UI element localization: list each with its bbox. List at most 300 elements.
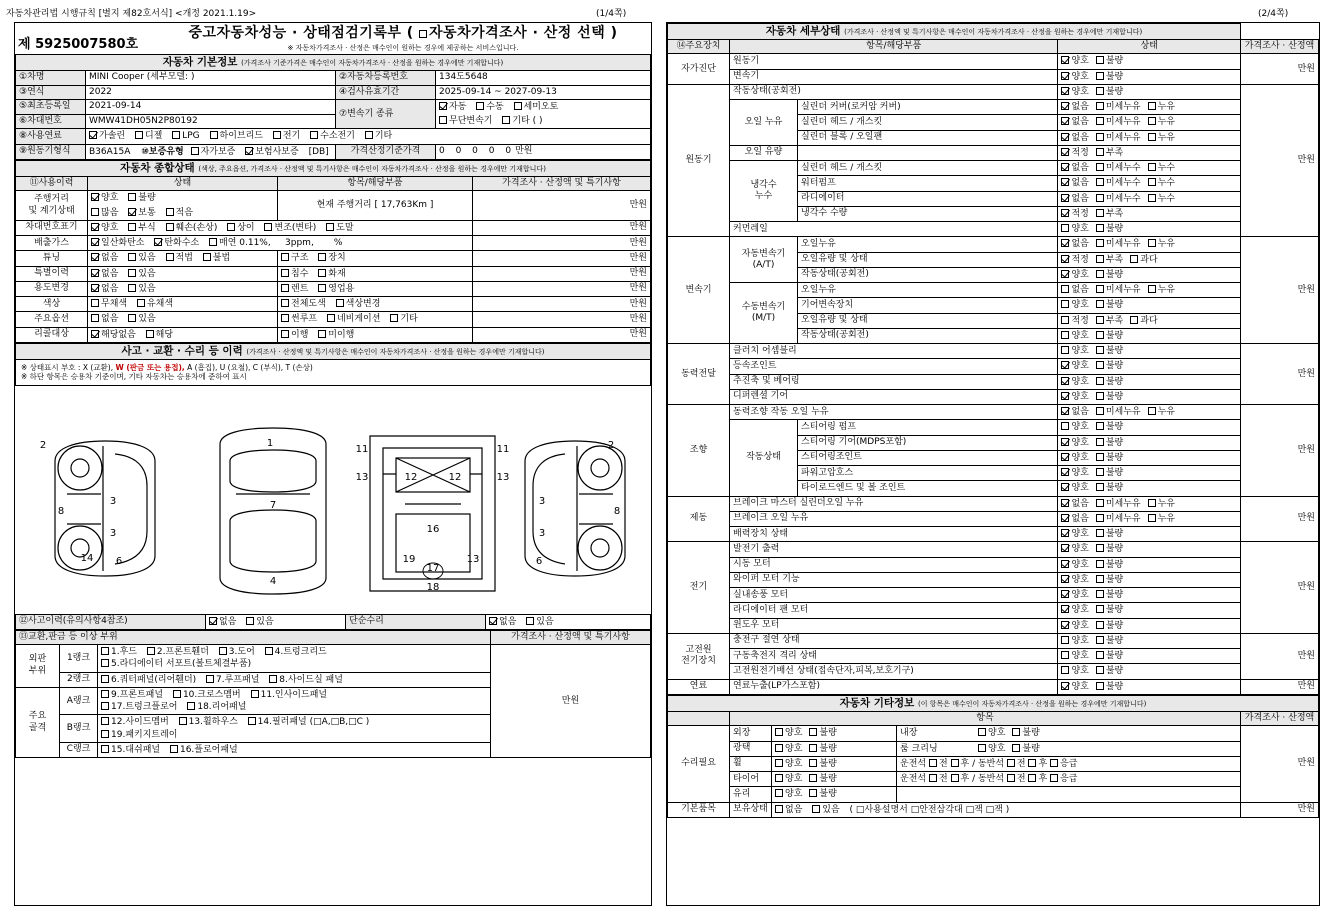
blower-bad-checkbox[interactable] — [1096, 590, 1104, 598]
clutch-good-checkbox[interactable] — [1061, 346, 1069, 354]
svg-text:12: 12 — [404, 471, 418, 483]
window-motor-good-checkbox[interactable] — [1061, 621, 1069, 629]
head-gasket-coolant-none-checkbox[interactable] — [1061, 163, 1069, 171]
value-transmission-row1: 자동 수동 세미오토 — [436, 99, 651, 114]
wheel-good-checkbox[interactable] — [775, 759, 783, 767]
trans-semiauto-checkbox[interactable] — [514, 102, 522, 110]
value-engine-type: B36A15A ⑩보증유형 자가보증 보험사보증 [DB] — [86, 144, 336, 159]
propeller-shaft-bad-checkbox[interactable] — [1096, 377, 1104, 385]
clutch-bad-checkbox[interactable] — [1096, 346, 1104, 354]
detail-row-propeller-shaft: 추진축 및 베어링 양호 불량 — [668, 374, 1319, 389]
at-oil-leak-none-checkbox[interactable] — [1061, 239, 1069, 247]
steering-gear-good-checkbox[interactable] — [1061, 438, 1069, 446]
wheel-pass-rear-checkbox[interactable] — [1028, 759, 1036, 767]
fuel-hybrid-checkbox[interactable] — [210, 131, 218, 139]
mt-oil-level-low-checkbox[interactable] — [1096, 316, 1104, 324]
detail-state-table — [667, 23, 1319, 695]
vin-damage-checkbox[interactable] — [166, 223, 174, 231]
row-vin-mark: 차대번호표기 양호 부식 훼손(손상) 상이 변조(변타) 도말 만원 — [16, 220, 651, 235]
detail-row-oil-leak-3: 실린더 블록 / 오일팬 없음 미세누유 누유 — [668, 130, 1319, 145]
mileage-bad-checkbox[interactable] — [128, 193, 136, 201]
accident-title: 사고 · 교환 · 수리 등 이력 (가격조사 · 산정액 및 특기사항은 매수인이 자동차가격조사 · 산정을 원하는 경우에만 기재합니다) — [16, 343, 651, 359]
fuel-lpg-checkbox[interactable] — [172, 131, 180, 139]
fuel-leak-good-checkbox[interactable] — [1061, 682, 1069, 690]
special-none-checkbox[interactable] — [91, 269, 99, 277]
usage-yes-checkbox[interactable] — [128, 284, 136, 292]
fuel-electric-checkbox[interactable] — [273, 131, 281, 139]
radiator-fan-good-checkbox[interactable] — [1061, 605, 1069, 613]
value-inspection: 2025-09-14 ~ 2027-09-13 — [436, 85, 651, 99]
svg-text:13: 13 — [466, 553, 480, 565]
label-main-frame: 주요 골격 — [16, 687, 60, 757]
group-transmission: 변속기 — [668, 237, 730, 344]
part-door-checkbox[interactable] — [219, 647, 227, 655]
tire-driver-rear-checkbox[interactable] — [951, 774, 959, 782]
oil-level-low-checkbox[interactable] — [1096, 148, 1104, 156]
cv-joint-bad-checkbox[interactable] — [1096, 361, 1104, 369]
wheel-pass-front-checkbox[interactable] — [1007, 759, 1015, 767]
drive-battery-good-checkbox[interactable] — [1061, 651, 1069, 659]
item-cv-joint: 등속조인트 — [730, 359, 1058, 374]
detail-row-at-1: 변속기 자동변속기 (A/T) 오일누유 없음 미세누유 누유 만원 — [668, 237, 1319, 252]
part-hood-checkbox[interactable] — [101, 647, 109, 655]
part-side-sill-checkbox[interactable] — [269, 675, 277, 683]
emission-co-checkbox[interactable] — [91, 238, 99, 246]
common-rail-good-checkbox[interactable] — [1061, 224, 1069, 232]
head-gasket-oil-none-checkbox[interactable] — [1061, 117, 1069, 125]
mt-oil-leak-none-checkbox[interactable] — [1061, 285, 1069, 293]
detail-row-oil-leak-1: 오일 누유 실린더 커버(로커암 커버) 없음 미세누유 누유 — [668, 100, 1319, 115]
rank-c: C랭크 — [60, 742, 98, 757]
head-gasket-oil-leak-checkbox[interactable] — [1148, 117, 1156, 125]
header-left-note: 자동차관리법 시행규칙 [별지 제82호서식] <개정 2021.1.19> — [6, 9, 257, 19]
tire-good-checkbox[interactable] — [775, 774, 783, 782]
recall-yes-checkbox[interactable] — [146, 330, 154, 338]
brake-oil-leak-checkbox[interactable] — [1148, 514, 1156, 522]
steering-joint-good-checkbox[interactable] — [1061, 453, 1069, 461]
part-inside-panel-checkbox[interactable] — [251, 690, 259, 698]
possession-none-checkbox[interactable] — [775, 805, 783, 813]
row-tuning: 튜닝 없음 있음 적법 불법 구조 장치 만원 — [16, 251, 651, 266]
charge-port-bad-checkbox[interactable] — [1096, 636, 1104, 644]
label-accident-history: ⑫사고이력(유의사항4참조) — [16, 614, 206, 629]
usage-none-checkbox[interactable] — [91, 284, 99, 292]
tire-bad-checkbox[interactable] — [809, 774, 817, 782]
fuel-other-checkbox[interactable] — [365, 131, 373, 139]
rocker-cover-leak-checkbox[interactable] — [1148, 102, 1156, 110]
radiator-fan-bad-checkbox[interactable] — [1096, 605, 1104, 613]
exterior-good-checkbox[interactable] — [775, 728, 783, 736]
at-oil-leak-leak-checkbox[interactable] — [1148, 239, 1156, 247]
tuning-structure-checkbox[interactable] — [281, 253, 289, 261]
part-wheel-house-checkbox[interactable] — [179, 717, 187, 725]
steering-pump-bad-checkbox[interactable] — [1096, 422, 1104, 430]
value-year: 2022 — [86, 85, 336, 99]
label-transmission: ⑦변속기 종류 — [336, 99, 436, 129]
steering-gear-bad-checkbox[interactable] — [1096, 438, 1104, 446]
rocker-cover-none-checkbox[interactable] — [1061, 102, 1069, 110]
item-wiper-motor: 와이퍼 모터 기능 — [730, 572, 1058, 587]
vin-altered-checkbox[interactable] — [264, 223, 272, 231]
mt-idle-bad-checkbox[interactable] — [1096, 331, 1104, 339]
item-oil-level — [798, 145, 1058, 160]
rocker-cover-minor-checkbox[interactable] — [1096, 102, 1104, 110]
glass-bad-checkbox[interactable] — [809, 789, 817, 797]
detail-row-selfdiag-engine: 자가진단 원동기 양호 불량 만원 — [668, 54, 1319, 69]
fuel-hydrogen-checkbox[interactable] — [310, 131, 318, 139]
item-head-gasket-oil: 실린더 헤드 / 개스킷 — [798, 115, 1058, 130]
mileage-good-checkbox[interactable] — [91, 193, 99, 201]
emission-smoke-checkbox[interactable] — [209, 238, 217, 246]
label-inspection: ④검사유효기간 — [336, 85, 436, 99]
wheel-spare-checkbox[interactable] — [1050, 759, 1058, 767]
item-mt-idle: 작동상태(공회전) — [798, 328, 1058, 343]
rank-1: 1랭크 — [60, 645, 98, 673]
polish-bad-checkbox[interactable] — [809, 744, 817, 752]
hv-wiring-good-checkbox[interactable] — [1061, 666, 1069, 674]
tuning-legal-checkbox[interactable] — [166, 253, 174, 261]
option-other-checkbox[interactable] — [390, 314, 398, 322]
power-hose-good-checkbox[interactable] — [1061, 468, 1069, 476]
at-idle-good-checkbox[interactable] — [1061, 270, 1069, 278]
usage-business-checkbox[interactable] — [318, 284, 326, 292]
propeller-shaft-good-checkbox[interactable] — [1061, 377, 1069, 385]
tire-driver-front-checkbox[interactable] — [929, 774, 937, 782]
glass-extra — [897, 787, 1241, 802]
simple-repair-yes-checkbox[interactable] — [526, 617, 534, 625]
col-main-device: ⑭주요장치 — [668, 40, 730, 54]
common-rail-bad-checkbox[interactable] — [1096, 224, 1104, 232]
mileage-price: 만원 — [473, 191, 651, 221]
trans-auto-checkbox[interactable] — [439, 102, 447, 110]
tire-pass-front-checkbox[interactable] — [1007, 774, 1015, 782]
svg-text:1: 1 — [266, 437, 274, 449]
exterior-bad-checkbox[interactable] — [809, 728, 817, 736]
col-detail-price: 가격조사 · 산정액 — [1241, 40, 1319, 54]
row-emission: 배출가스 일산화탄소 탄화수소 매연 0.11%, 3ppm, % 만원 — [16, 236, 651, 251]
etc-row-tire: 타이어 양호 불량 운전석 전 후 / 동반석 전 후 응급 — [668, 772, 1319, 787]
vin-different-checkbox[interactable] — [227, 223, 235, 231]
item-charge-port-insulation: 충전구 절연 상태 — [730, 633, 1058, 648]
selfdiag-trans-good-checkbox[interactable] — [1061, 72, 1069, 80]
detail-row-coolant-2: 워터펌프 없음 미세누수 누수 — [668, 176, 1319, 191]
svg-text:6: 6 — [535, 555, 543, 567]
steering-pump-good-checkbox[interactable] — [1061, 422, 1069, 430]
svg-text:16: 16 — [426, 523, 440, 535]
price-survey-checkbox[interactable] — [419, 30, 427, 38]
ps-oil-minor-checkbox[interactable] — [1096, 407, 1104, 415]
mileage-value: 현재 주행거리 [ 17,763Km ] — [278, 191, 473, 221]
warranty-self-checkbox[interactable] — [191, 147, 199, 155]
detail-row-oil-leak-2: 실린더 헤드 / 개스킷 없음 미세누유 누유 — [668, 115, 1319, 130]
brake-master-leak-checkbox[interactable] — [1148, 499, 1156, 507]
part-roof-panel-checkbox[interactable] — [206, 675, 214, 683]
vin-painted-checkbox[interactable] — [326, 223, 334, 231]
wheel-positions: 운전석 전 후 / 동반석 전 후 응급 — [897, 756, 1241, 771]
svg-text:3: 3 — [109, 527, 117, 539]
color-achromatic-checkbox[interactable] — [91, 299, 99, 307]
trans-cvt-checkbox[interactable] — [439, 116, 447, 124]
cv-joint-good-checkbox[interactable] — [1061, 361, 1069, 369]
svg-text:19: 19 — [402, 553, 416, 565]
water-pump-none-checkbox[interactable] — [1061, 178, 1069, 186]
item-exterior: 외장 — [730, 726, 772, 741]
fuel-gasoline-checkbox[interactable] — [89, 131, 97, 139]
block-oilpan-minor-checkbox[interactable] — [1096, 133, 1104, 141]
part-front-panel-checkbox[interactable] — [101, 690, 109, 698]
mt-gear-bad-checkbox[interactable] — [1096, 300, 1104, 308]
head-gasket-coolant-leak-checkbox[interactable] — [1148, 163, 1156, 171]
special-fire-checkbox[interactable] — [318, 269, 326, 277]
item-fuel-leak: 연료누출(LP가스포함) — [730, 679, 1058, 694]
brake-oil-minor-checkbox[interactable] — [1096, 514, 1104, 522]
mt-idle-good-checkbox[interactable] — [1061, 331, 1069, 339]
item-brake-oil-leak: 브레이크 오일 누유 — [730, 511, 1058, 526]
detail-row-steering-gear: 스티어링 기어(MDPS포함) 양호 불량 — [668, 435, 1319, 450]
special-flood-checkbox[interactable] — [281, 269, 289, 277]
water-pump-leak-checkbox[interactable] — [1148, 178, 1156, 186]
tie-rod-good-checkbox[interactable] — [1061, 483, 1069, 491]
recall-notdone-checkbox[interactable] — [318, 330, 326, 338]
detail-row-blower: 실내송풍 모터 양호 불량 — [668, 588, 1319, 603]
part-trunk-lid-checkbox[interactable] — [265, 647, 273, 655]
special-yes-checkbox[interactable] — [128, 269, 136, 277]
power-hose-bad-checkbox[interactable] — [1096, 468, 1104, 476]
coolant-level-ok-checkbox[interactable] — [1061, 209, 1069, 217]
outer-rank1-items: 1.후드 2.프론트휀더 3.도어 4.트렁크리드 5.라디에이터 서포트(볼트체결부품) — [98, 645, 491, 673]
emission-hc-checkbox[interactable] — [154, 238, 162, 246]
oil-level-ok-checkbox[interactable] — [1061, 148, 1069, 156]
mt-oil-level-over-checkbox[interactable] — [1130, 316, 1138, 324]
selfdiag-engine-bad-checkbox[interactable] — [1096, 56, 1104, 64]
brake-oil-none-checkbox[interactable] — [1061, 514, 1069, 522]
group-power-transfer: 동력전달 — [668, 344, 730, 405]
fuel-leak-bad-checkbox[interactable] — [1096, 682, 1104, 690]
part-side-member-checkbox[interactable] — [101, 717, 109, 725]
tuning-none-checkbox[interactable] — [91, 253, 99, 261]
at-oil-level-low-checkbox[interactable] — [1096, 255, 1104, 263]
trans-other-checkbox[interactable] — [502, 116, 510, 124]
coolant-level-low-checkbox[interactable] — [1096, 209, 1104, 217]
tie-rod-bad-checkbox[interactable] — [1096, 483, 1104, 491]
possession-yes-checkbox[interactable] — [812, 805, 820, 813]
at-oil-leak-minor-checkbox[interactable] — [1096, 239, 1104, 247]
vin-corrosion-checkbox[interactable] — [128, 223, 136, 231]
part-rear-panel-checkbox[interactable] — [187, 702, 195, 710]
detail-row-cv-joint: 등속조인트 양호 불량 — [668, 359, 1319, 374]
starter-bad-checkbox[interactable] — [1096, 560, 1104, 568]
possession-options: 없음 있음 ( □사용설명서 □안전삼각대 □잭 □잭 ) — [772, 802, 1241, 817]
radiator-leak-checkbox[interactable] — [1148, 194, 1156, 202]
value-simple-repair: 없음 있음 — [486, 614, 651, 629]
differential-bad-checkbox[interactable] — [1096, 392, 1104, 400]
at-oil-level-over-checkbox[interactable] — [1130, 255, 1138, 263]
option-sunroof-checkbox[interactable] — [281, 314, 289, 322]
part-trunk-floor-checkbox[interactable] — [101, 702, 109, 710]
drive-battery-bad-checkbox[interactable] — [1096, 651, 1104, 659]
part-radiator-support-checkbox[interactable] — [101, 659, 109, 667]
tuning-yes-checkbox[interactable] — [128, 253, 136, 261]
mt-oil-leak-minor-checkbox[interactable] — [1096, 285, 1104, 293]
part-cross-member-checkbox[interactable] — [173, 690, 181, 698]
detail-row-selfdiag-trans: 변속기 양호 불량 — [668, 69, 1319, 84]
room-cleaning-good-checkbox[interactable] — [978, 744, 986, 752]
svg-text:13: 13 — [496, 471, 510, 483]
col-price: 가격조사 · 산정액 및 특기사항 — [473, 177, 651, 191]
option-nav-checkbox[interactable] — [327, 314, 335, 322]
value-fuel: 가솔린 디젤 LPG 하이브리드 전기 수소전기 기타 — [86, 129, 651, 144]
warranty-insurance-checkbox[interactable] — [245, 147, 253, 155]
basic-info-table — [15, 54, 651, 160]
etc-row-basic-items — [668, 802, 1319, 817]
at-oil-level-ok-checkbox[interactable] — [1061, 255, 1069, 263]
item-common-rail: 커먼레일 — [730, 222, 1058, 237]
svg-text:14: 14 — [80, 552, 94, 564]
tuning-device-checkbox[interactable] — [318, 253, 326, 261]
wiper-good-checkbox[interactable] — [1061, 575, 1069, 583]
booster-good-checkbox[interactable] — [1061, 529, 1069, 537]
steering-joint-bad-checkbox[interactable] — [1096, 453, 1104, 461]
ps-oil-leak-checkbox[interactable] — [1148, 407, 1156, 415]
head-gasket-oil-minor-checkbox[interactable] — [1096, 117, 1104, 125]
tuning-illegal-checkbox[interactable] — [203, 253, 211, 261]
selfdiag-trans-bad-checkbox[interactable] — [1096, 72, 1104, 80]
item-clutch-assembly: 클러치 어셈블리 — [730, 344, 1058, 359]
selfdiag-engine-good-checkbox[interactable] — [1061, 56, 1069, 64]
value-transmission-row2: 무단변속기 기타 ( ) — [436, 114, 651, 129]
item-at-idle: 작동상태(공회전) — [798, 267, 1058, 282]
item-rocker-cover: 실린더 커버(로커암 커버) — [798, 100, 1058, 115]
etc-col-price: 가격조사 · 산정액 — [1241, 712, 1319, 726]
etc-col-blank — [668, 712, 730, 726]
label-simple-repair: 단순수리 — [346, 614, 486, 629]
interior-bad-checkbox[interactable] — [1012, 728, 1020, 736]
polish-good-checkbox[interactable] — [775, 744, 783, 752]
color-chromatic-checkbox[interactable] — [137, 299, 145, 307]
accident-yes-checkbox[interactable] — [246, 617, 254, 625]
wheel-bad-checkbox[interactable] — [809, 759, 817, 767]
mt-oil-level-ok-checkbox[interactable] — [1061, 316, 1069, 324]
group-steering: 조향 — [668, 405, 730, 497]
detail-row-steering-oil: 조향 동력조향 작동 오일 누유 없음 미세누유 누유 만원 — [668, 405, 1319, 420]
room-cleaning-bad-checkbox[interactable] — [1012, 744, 1020, 752]
part-package-tray-checkbox[interactable] — [101, 730, 109, 738]
water-pump-minor-checkbox[interactable] — [1096, 178, 1104, 186]
radiator-none-checkbox[interactable] — [1061, 194, 1069, 202]
part-pillar-panel-checkbox[interactable] — [248, 717, 256, 725]
item-glass: 유리 — [730, 787, 772, 802]
at-idle-bad-checkbox[interactable] — [1096, 270, 1104, 278]
price-power-transfer: 만원 — [1241, 344, 1319, 405]
glass-good-checkbox[interactable] — [775, 789, 783, 797]
part-front-fender-checkbox[interactable] — [147, 647, 155, 655]
item-window-motor: 윈도우 모터 — [730, 618, 1058, 633]
svg-text:12: 12 — [448, 471, 462, 483]
part-floor-panel-checkbox[interactable] — [170, 745, 178, 753]
trans-manual-checkbox[interactable] — [476, 102, 484, 110]
tire-pass-rear-checkbox[interactable] — [1028, 774, 1036, 782]
charge-port-good-checkbox[interactable] — [1061, 636, 1069, 644]
brake-master-minor-checkbox[interactable] — [1096, 499, 1104, 507]
item-propeller-shaft: 추진축 및 베어링 — [730, 374, 1058, 389]
option-yes-checkbox[interactable] — [128, 314, 136, 322]
svg-text:8: 8 — [57, 505, 65, 517]
mileage-many-checkbox[interactable] — [91, 208, 99, 216]
accident-none-checkbox[interactable] — [209, 617, 217, 625]
detail-row-coolant-3: 라디에이터 없음 미세누수 누수 — [668, 191, 1319, 206]
radiator-minor-checkbox[interactable] — [1096, 194, 1104, 202]
part-dash-panel-checkbox[interactable] — [101, 745, 109, 753]
price-brake: 만원 — [1241, 496, 1319, 542]
wiper-bad-checkbox[interactable] — [1096, 575, 1104, 583]
head-gasket-coolant-minor-checkbox[interactable] — [1096, 163, 1104, 171]
usage-rent-checkbox[interactable] — [281, 284, 289, 292]
interior-good-checkbox[interactable] — [978, 728, 986, 736]
svg-text:8: 8 — [613, 505, 621, 517]
item-mt-oil-leak: 오일누유 — [798, 283, 1058, 298]
starter-good-checkbox[interactable] — [1061, 560, 1069, 568]
label-year: ③연식 — [16, 85, 86, 99]
booster-bad-checkbox[interactable] — [1096, 529, 1104, 537]
ps-oil-none-checkbox[interactable] — [1061, 407, 1069, 415]
rank-2: 2랭크 — [60, 672, 98, 687]
vin-good-checkbox[interactable] — [91, 223, 99, 231]
part-quarter-panel-checkbox[interactable] — [101, 675, 109, 683]
item-polish: 광택 — [730, 741, 772, 756]
window-motor-bad-checkbox[interactable] — [1096, 621, 1104, 629]
document-title-note: ※ 자동차가격조사 · 산정은 매수인이 원하는 경우에 제공하는 서비스입니다. — [287, 44, 519, 52]
detail-row-tie-rod: 타이로드엔드 및 볼 조인트 양호 불량 — [668, 481, 1319, 496]
recall-done-checkbox[interactable] — [281, 330, 289, 338]
row-outer-1 — [16, 645, 651, 673]
mt-oil-leak-leak-checkbox[interactable] — [1148, 285, 1156, 293]
engine-idle-bad-checkbox[interactable] — [1096, 87, 1104, 95]
alternator-bad-checkbox[interactable] — [1096, 544, 1104, 552]
block-oilpan-none-checkbox[interactable] — [1061, 133, 1069, 141]
col-state: 상태 — [88, 177, 278, 191]
brake-master-none-checkbox[interactable] — [1061, 499, 1069, 507]
label-first-reg: ⑤최초등록일 — [16, 99, 86, 114]
basic-info-title: 자동차 기본정보 (가격조사 기준가격은 매수인이 자동차가격조사 · 산정을 원하는 경우에만 기재합니다) — [16, 55, 651, 71]
engine-idle-good-checkbox[interactable] — [1061, 87, 1069, 95]
wheel-driver-rear-checkbox[interactable] — [951, 759, 959, 767]
mt-gear-good-checkbox[interactable] — [1061, 300, 1069, 308]
option-none-checkbox[interactable] — [91, 314, 99, 322]
item-radiator: 라디에이터 — [798, 191, 1058, 206]
simple-repair-none-checkbox[interactable] — [489, 617, 497, 625]
recall-none-checkbox[interactable] — [91, 330, 99, 338]
mileage-normal-checkbox[interactable] — [128, 208, 136, 216]
fuel-diesel-checkbox[interactable] — [135, 131, 143, 139]
mileage-few-checkbox[interactable] — [166, 208, 174, 216]
block-oilpan-leak-checkbox[interactable] — [1148, 133, 1156, 141]
detail-row-oil-level: 오일 유량 적정 부족 — [668, 145, 1319, 160]
item-drive-battery-isolation: 구동축전지 격리 상태 — [730, 649, 1058, 664]
item-steering-pump: 스티어링 펌프 — [798, 420, 1058, 435]
color-full-repaint-checkbox[interactable] — [281, 299, 289, 307]
differential-good-checkbox[interactable] — [1061, 392, 1069, 400]
group-self-diagnosis: 자가진단 — [668, 54, 730, 85]
hv-wiring-bad-checkbox[interactable] — [1096, 666, 1104, 674]
detail-row-mt-4: 작동상태(공회전) 양호 불량 — [668, 328, 1319, 343]
color-change-checkbox[interactable] — [336, 299, 344, 307]
blower-good-checkbox[interactable] — [1061, 590, 1069, 598]
exchange-parts-table — [15, 630, 651, 758]
row-recall: 리콜대상 해당없음 해당 이행 미이행 만원 — [16, 327, 651, 342]
tire-spare-checkbox[interactable] — [1050, 774, 1058, 782]
alternator-good-checkbox[interactable] — [1061, 544, 1069, 552]
wheel-driver-front-checkbox[interactable] — [929, 759, 937, 767]
